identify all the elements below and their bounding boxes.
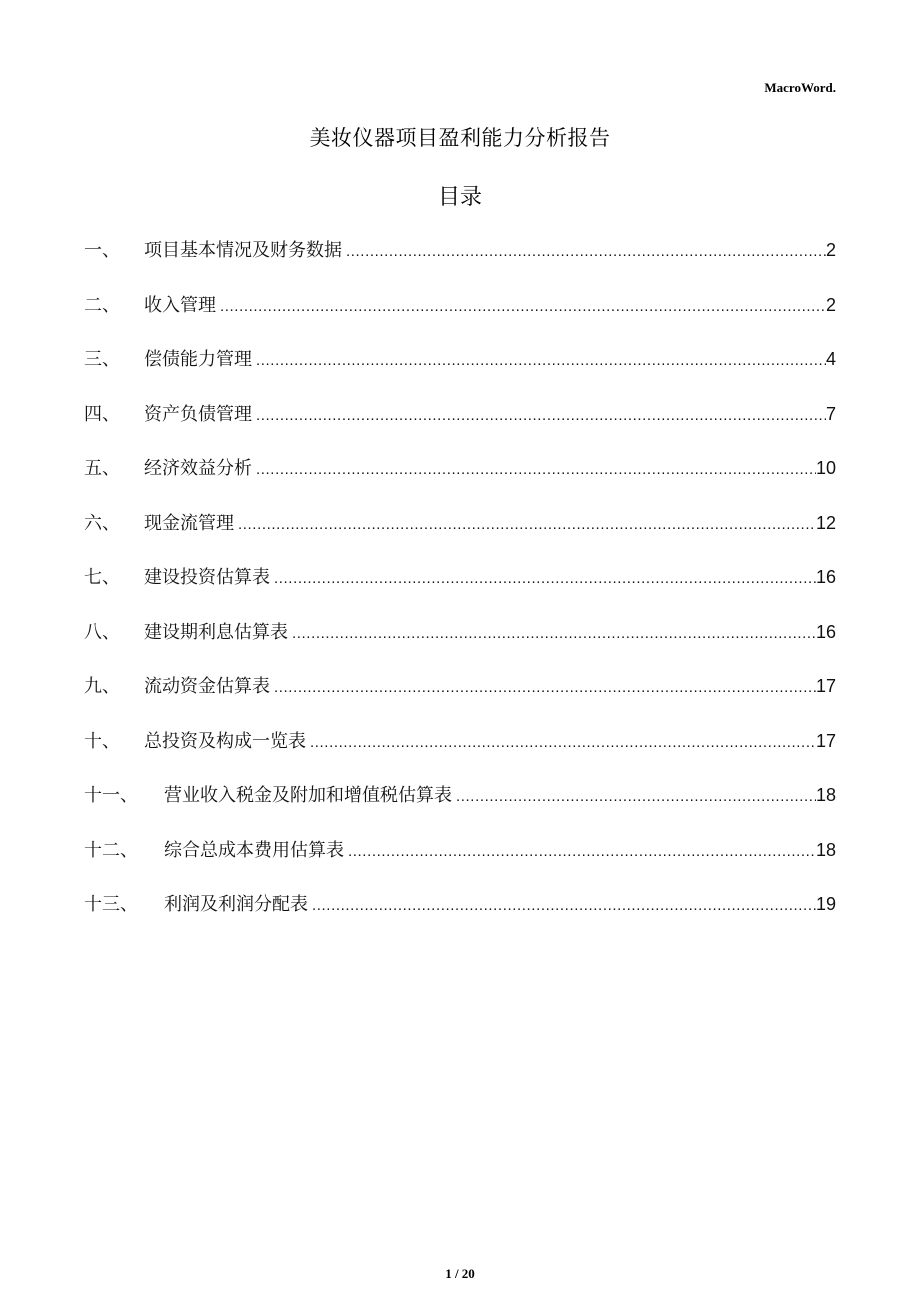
toc-entry-label: 流动资金估算表 <box>144 676 270 697</box>
toc-leader-dots <box>348 843 816 860</box>
toc-leader-dots <box>256 352 826 369</box>
toc-entry-number: 十一、 <box>84 785 138 806</box>
toc-entry[interactable] <box>84 781 836 836</box>
toc-entry[interactable] <box>84 836 836 891</box>
toc-entry-page: 7 <box>825 403 836 424</box>
toc-entry-number: 六、 <box>84 512 120 534</box>
toc-entry-number: 八、 <box>84 621 120 643</box>
toc-entry-page: 18 <box>815 839 836 860</box>
page-indicator: 1 / 20 <box>445 1266 475 1281</box>
toc-entry-page: 16 <box>815 621 836 642</box>
toc-entry-page: 10 <box>815 458 836 478</box>
toc-leader-dots <box>274 679 816 696</box>
toc-entry[interactable] <box>84 563 836 618</box>
toc-entry[interactable] <box>84 236 836 291</box>
toc-entry-label: 收入管理 <box>144 294 216 316</box>
toc-entry-page: 2 <box>825 294 836 315</box>
toc-entry-page: 19 <box>815 894 836 914</box>
toc-entry-page: 16 <box>815 567 836 587</box>
toc-entry-number: 二、 <box>84 294 120 316</box>
toc-entry-page: 17 <box>815 676 836 696</box>
toc-entry-label: 项目基本情况及财务数据 <box>144 240 342 261</box>
toc-entry-label: 建设投资估算表 <box>144 567 270 588</box>
toc-entry-number: 四、 <box>84 403 120 425</box>
toc-entry[interactable] <box>84 618 836 673</box>
toc-leader-dots <box>274 570 816 587</box>
toc-entry-label: 经济效益分析 <box>144 458 252 479</box>
toc-entry-number: 十三、 <box>84 894 138 915</box>
toc-entry-page: 12 <box>815 512 836 533</box>
toc-entry[interactable] <box>84 727 836 782</box>
toc-leader-dots <box>256 461 816 478</box>
toc-entry-label: 资产负债管理 <box>144 403 252 425</box>
toc-leader-dots <box>346 243 826 260</box>
toc-entry[interactable] <box>84 345 836 400</box>
toc-leader-dots <box>310 734 816 751</box>
header-brand: MacroWord. <box>764 80 836 95</box>
toc-entry-number: 一、 <box>84 240 120 261</box>
document-title: 美妆仪器项目盈利能力分析报告 <box>309 126 611 150</box>
toc-leader-dots <box>292 625 816 642</box>
table-of-contents <box>84 236 836 945</box>
toc-entry-number: 十、 <box>84 730 120 752</box>
toc-leader-dots <box>238 516 816 533</box>
toc-entry-page: 4 <box>825 349 836 369</box>
toc-entry-page: 17 <box>815 730 836 751</box>
toc-leader-dots <box>256 407 826 424</box>
toc-entry[interactable] <box>84 291 836 346</box>
toc-leader-dots <box>456 788 816 805</box>
toc-entry[interactable] <box>84 890 836 945</box>
toc-entry-label: 利润及利润分配表 <box>164 894 308 915</box>
toc-leader-dots <box>312 897 816 914</box>
toc-title: 目录 <box>437 185 482 210</box>
toc-entry-number: 十二、 <box>84 839 138 861</box>
toc-entry-label: 现金流管理 <box>144 512 234 534</box>
toc-entry-page: 2 <box>825 240 836 260</box>
toc-entry-label: 建设期利息估算表 <box>144 621 288 643</box>
toc-entry-number: 九、 <box>84 676 120 697</box>
toc-entry-number: 三、 <box>84 349 120 370</box>
toc-entry-label: 营业收入税金及附加和增值税估算表 <box>164 785 452 806</box>
toc-entry[interactable] <box>84 509 836 564</box>
toc-entry-label: 总投资及构成一览表 <box>144 730 306 752</box>
toc-leader-dots <box>220 298 826 315</box>
toc-entry-page: 18 <box>815 785 836 805</box>
toc-entry-label: 综合总成本费用估算表 <box>164 839 344 861</box>
toc-entry[interactable] <box>84 400 836 455</box>
toc-entry-label: 偿债能力管理 <box>144 349 252 370</box>
toc-entry[interactable] <box>84 672 836 727</box>
toc-entry-number: 七、 <box>84 567 120 588</box>
toc-entry[interactable] <box>84 454 836 509</box>
toc-entry-number: 五、 <box>84 458 120 479</box>
